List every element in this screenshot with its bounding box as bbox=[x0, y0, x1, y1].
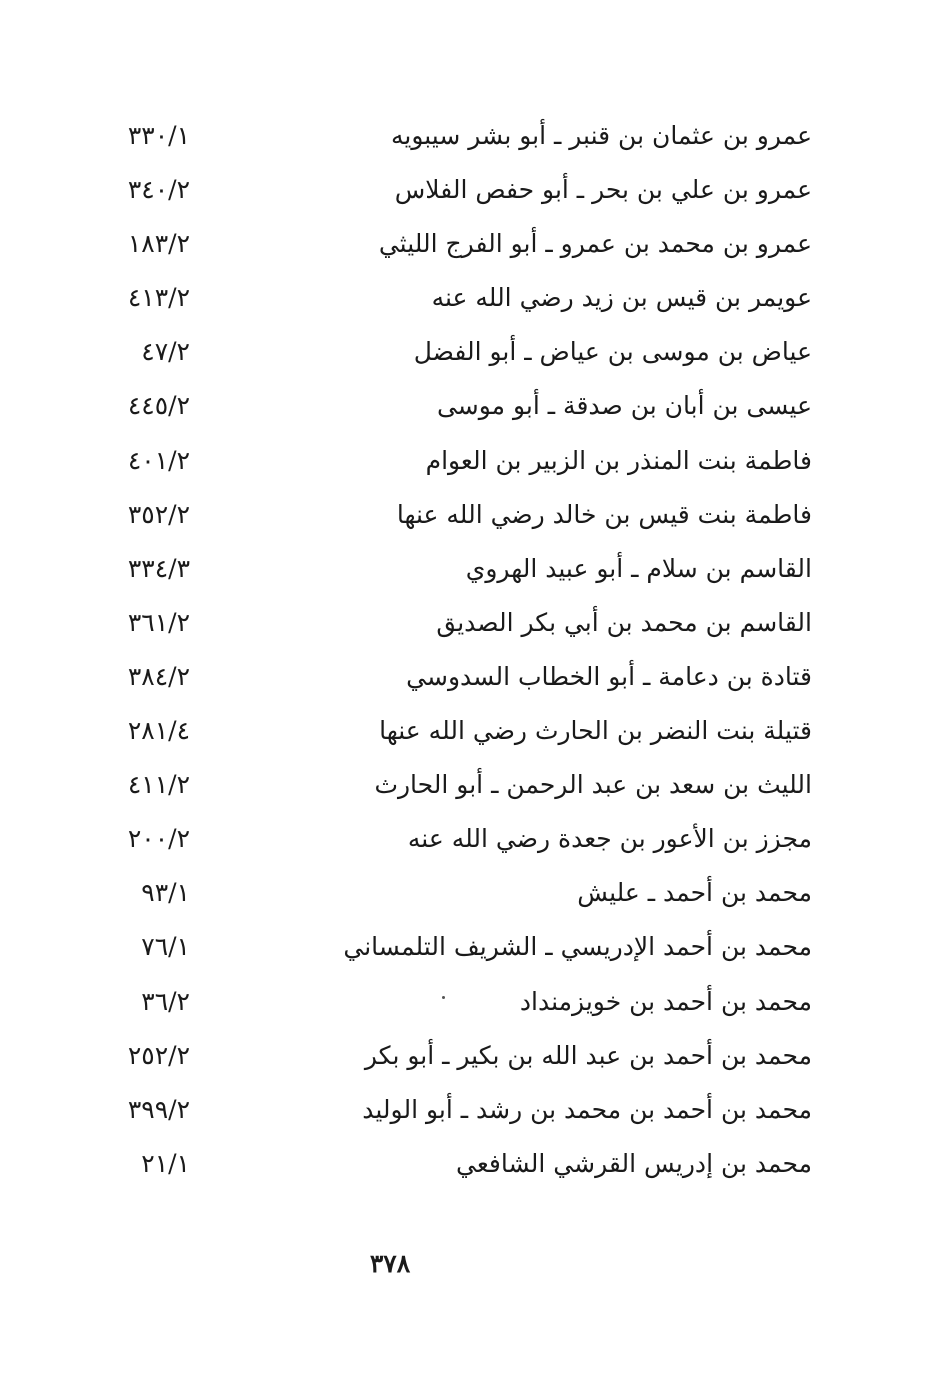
index-entry bbox=[100, 326, 812, 380]
entry-reference: ٤١٣/٢ bbox=[127, 283, 190, 313]
entry-name: محمد بن أحمد بن محمد بن رشد ـ أبو الوليد bbox=[362, 1094, 812, 1124]
index-entry bbox=[100, 110, 812, 164]
index-entry bbox=[100, 380, 812, 434]
page-number: ٣٧٨ bbox=[369, 1249, 411, 1278]
entry-name: عويمر بن قيس بن زيد رضي الله عنه bbox=[431, 283, 812, 313]
entry-reference: ٤٧/٢ bbox=[141, 337, 190, 367]
entry-name: محمد بن أحمد بن عبد الله بن بكير ـ أبو بكر bbox=[364, 1040, 812, 1070]
index-entry bbox=[100, 921, 812, 975]
entry-reference: ٣٤٠/٢ bbox=[127, 175, 190, 205]
index-entry bbox=[100, 976, 812, 1030]
entry-name: عمرو بن علي بن بحر ـ أبو حفص الفلاس bbox=[394, 175, 812, 205]
entry-name: فاطمة بنت المنذر بن الزبير بن العوام bbox=[425, 445, 812, 475]
print-speck bbox=[442, 996, 445, 999]
entry-reference: ٣٣٤/٣ bbox=[127, 553, 190, 583]
index-entry bbox=[100, 435, 812, 489]
index-entry bbox=[100, 705, 812, 759]
entry-reference: ٤١١/٢ bbox=[127, 770, 190, 800]
entry-name: محمد بن أحمد الإدريسي ـ الشريف التلمساني bbox=[343, 932, 812, 962]
entry-name: عمرو بن عثمان بن قنبر ـ أبو بشر سيبويه bbox=[390, 121, 812, 150]
entry-name: قتادة بن دعامة ـ أبو الخطاب السدوسي bbox=[406, 661, 812, 691]
entry-name: محمد بن أحمد بن خويزمنداد bbox=[519, 986, 812, 1016]
index-entry bbox=[100, 218, 812, 272]
index-list bbox=[100, 110, 812, 1192]
entry-reference: ٤٤٥/٢ bbox=[127, 391, 190, 421]
index-entry bbox=[100, 597, 812, 651]
entry-name: محمد بن أحمد ـ عليش bbox=[577, 878, 812, 908]
index-entry bbox=[100, 543, 812, 597]
index-entry bbox=[100, 1030, 812, 1084]
entry-reference: ٢٠٠/٢ bbox=[127, 824, 190, 854]
entry-reference: ٤٠١/٢ bbox=[127, 445, 190, 475]
entry-name: فاطمة بنت قيس بن خالد رضي الله عنها bbox=[396, 499, 812, 529]
entry-reference: ٢١/١ bbox=[141, 1148, 190, 1178]
index-entry bbox=[100, 1138, 812, 1192]
index-entry bbox=[100, 867, 812, 921]
index-entry bbox=[100, 272, 812, 326]
index-entry bbox=[100, 164, 812, 218]
entry-name: محمد بن إدريس القرشي الشافعي bbox=[456, 1148, 812, 1178]
entry-reference: ٧٦/١ bbox=[141, 932, 190, 962]
entry-reference: ٢٨١/٤ bbox=[127, 716, 190, 746]
index-entry bbox=[100, 813, 812, 867]
entry-name: مجزز بن الأعور بن جعدة رضي الله عنه bbox=[407, 824, 812, 854]
entry-reference: ٣٦/٢ bbox=[141, 986, 190, 1016]
entry-reference: ٩٣/١ bbox=[141, 878, 190, 908]
entry-name: عيسى بن أبان بن صدقة ـ أبو موسى bbox=[436, 391, 812, 421]
entry-reference: ٣٨٤/٢ bbox=[127, 661, 190, 691]
index-entry bbox=[100, 489, 812, 543]
entry-name: عمرو بن محمد بن عمرو ـ أبو الفرج الليثي bbox=[378, 229, 812, 259]
entry-reference: ٣٩٩/٢ bbox=[127, 1094, 190, 1124]
entry-name: عياض بن موسى بن عياض ـ أبو الفضل bbox=[413, 337, 812, 367]
entry-name: الليث بن سعد بن عبد الرحمن ـ أبو الحارث bbox=[374, 770, 812, 800]
entry-name: قتيلة بنت النضر بن الحارث رضي الله عنها bbox=[379, 716, 812, 746]
index-entry bbox=[100, 759, 812, 813]
entry-reference: ٢٥٢/٢ bbox=[127, 1040, 190, 1070]
index-entry bbox=[100, 651, 812, 705]
entry-name: القاسم بن محمد بن أبي بكر الصديق bbox=[436, 607, 812, 637]
entry-reference: ٣٦١/٢ bbox=[127, 607, 190, 637]
entry-reference: ٣٥٢/٢ bbox=[127, 499, 190, 529]
entry-reference: ٣٣٠/١ bbox=[127, 121, 190, 150]
entry-reference: ١٨٣/٢ bbox=[127, 229, 190, 259]
index-entry bbox=[100, 1084, 812, 1138]
entry-name: القاسم بن سلام ـ أبو عبيد الهروي bbox=[465, 553, 812, 583]
